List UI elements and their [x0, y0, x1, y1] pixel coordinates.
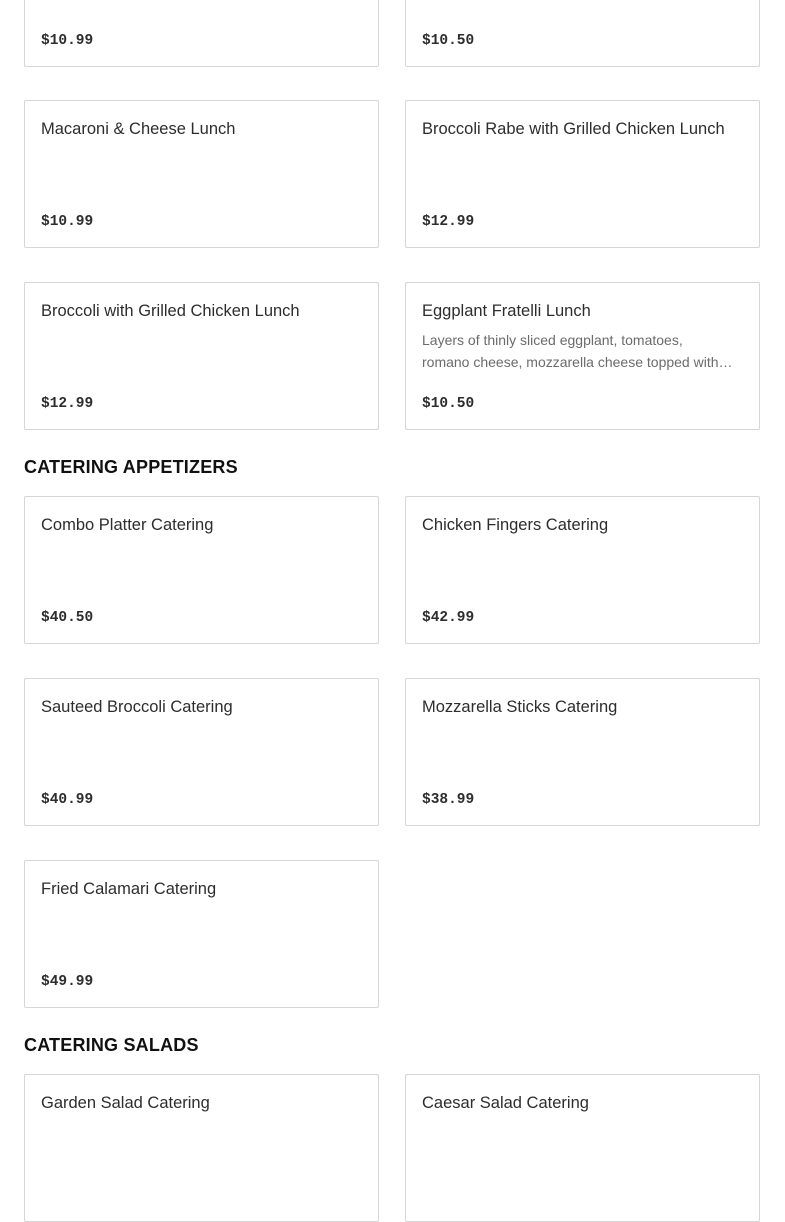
- menu-item-price: $10.99: [41, 33, 94, 49]
- menu-item-name: Mozzarella Sticks Catering: [422, 698, 618, 716]
- menu-item-name: Broccoli with Grilled Chicken Lunch: [41, 302, 300, 320]
- menu-item-price: $40.50: [41, 610, 94, 626]
- menu-item-card[interactable]: [405, 282, 760, 430]
- menu-item-price: $12.99: [422, 214, 475, 230]
- menu-item-card[interactable]: [24, 860, 379, 1008]
- menu-item-name: Chicken Fingers Catering: [422, 516, 609, 534]
- menu-item-card[interactable]: [24, 496, 379, 644]
- menu-item-card[interactable]: [24, 0, 379, 67]
- menu-item-name: Eggplant Fratelli Lunch: [422, 302, 591, 320]
- menu-item-name: Broccoli Rabe with Grilled Chicken Lunch: [422, 120, 725, 138]
- menu-item-price: $10.50: [422, 396, 475, 412]
- menu-item-card[interactable]: [405, 678, 760, 826]
- menu-item-price: $10.50: [422, 33, 475, 49]
- section-title-appetizers: CATERING APPETIZERS: [24, 457, 238, 477]
- menu-item-name: Caesar Salad Catering: [422, 1094, 589, 1112]
- menu-item-card[interactable]: [405, 496, 760, 644]
- menu-item-name: Combo Platter Catering: [41, 516, 214, 534]
- menu-item-card[interactable]: [405, 100, 760, 248]
- menu-item-name: Garden Salad Catering: [41, 1094, 210, 1112]
- menu-item-price: $12.99: [41, 396, 94, 412]
- menu-item-price: $42.99: [422, 610, 475, 626]
- menu-item-card[interactable]: [24, 100, 379, 248]
- menu-item-price: $38.99: [422, 792, 475, 808]
- menu-item-card[interactable]: [405, 1074, 760, 1222]
- menu-item-card[interactable]: [24, 678, 379, 826]
- menu-item-price: $10.99: [41, 214, 94, 230]
- menu-item-card[interactable]: [405, 0, 760, 67]
- menu-item-name: Fried Calamari Catering: [41, 880, 217, 898]
- menu-item-name: Macaroni & Cheese Lunch: [41, 120, 236, 138]
- menu-item-name: Sauteed Broccoli Catering: [41, 698, 233, 716]
- menu-item-price: $40.99: [41, 792, 94, 808]
- menu-item-price: $49.99: [41, 974, 94, 990]
- section-title-salads: CATERING SALADS: [24, 1035, 199, 1055]
- menu-item-card[interactable]: [24, 1074, 379, 1222]
- menu-item-card[interactable]: [24, 282, 379, 430]
- menu-item-description: Layers of thinly sliced eggplant, tomatoes, romano cheese, mozzarella cheese topped with…: [422, 332, 733, 370]
